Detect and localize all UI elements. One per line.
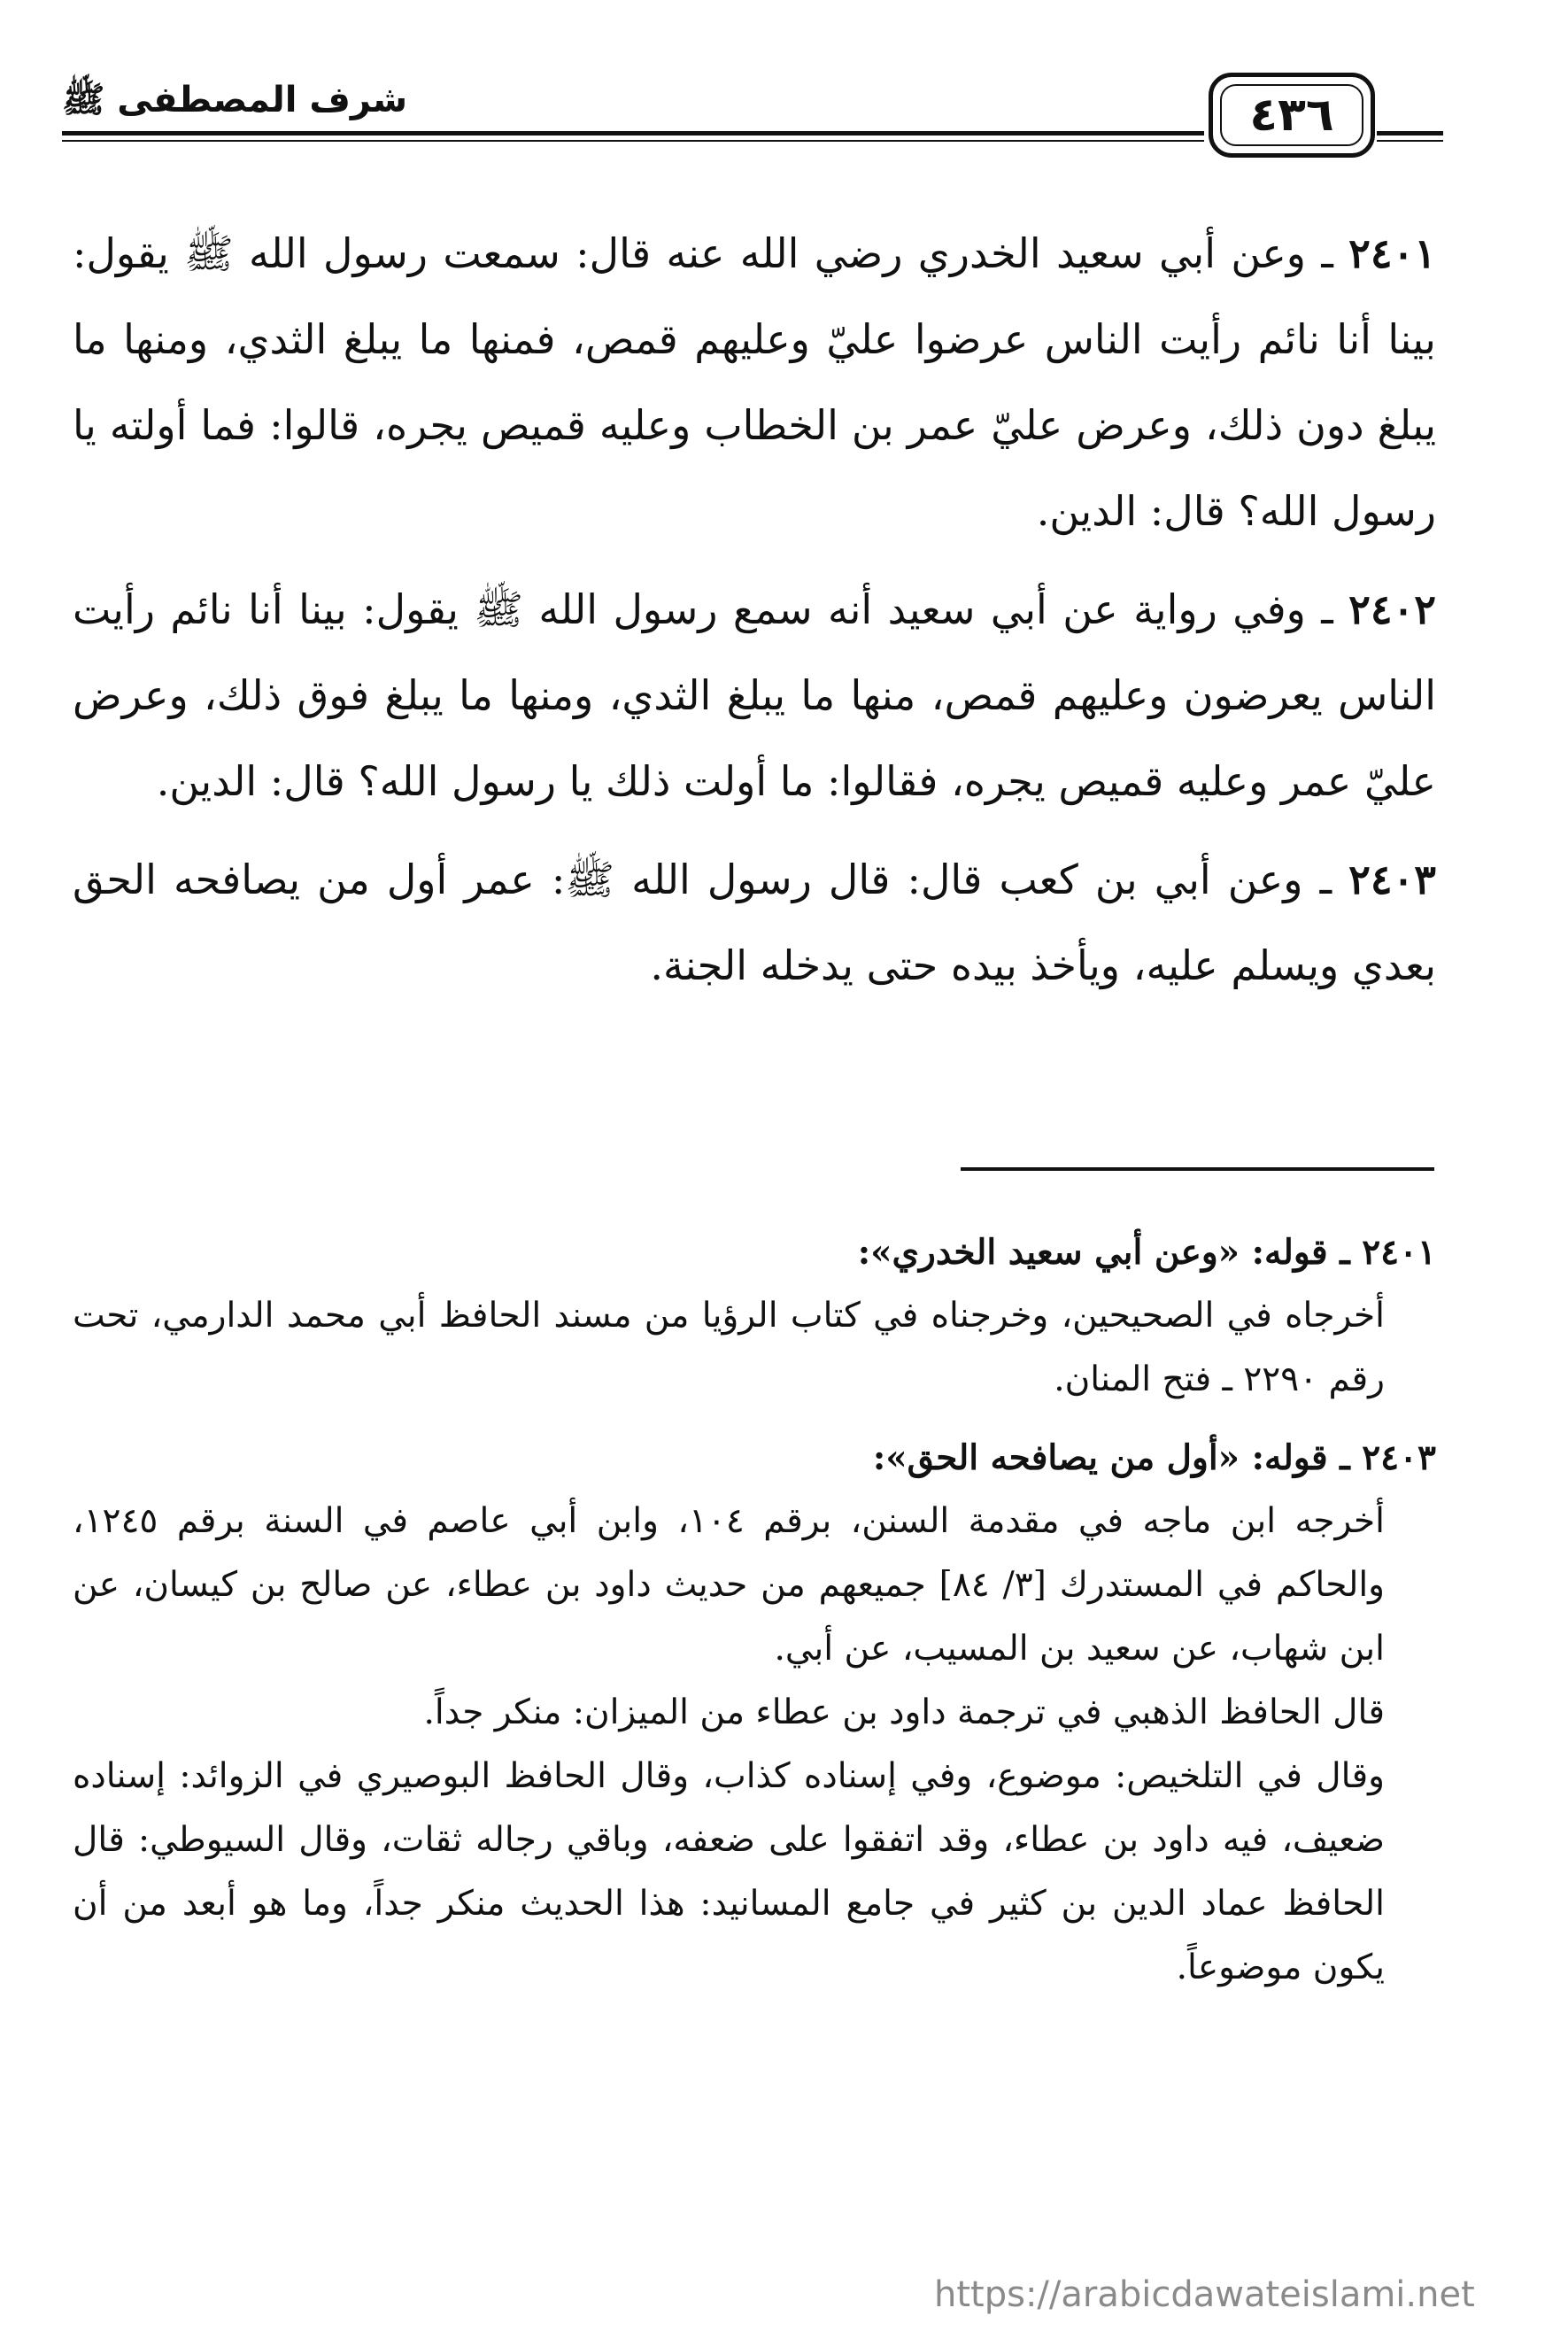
hadith-text: ـ وعن أبي سعيد الخدري رضي الله عنه قال: سمعت رسول الله ﷺ يقول: بينا أنا نائم رأيت الناس عرضوا عليّ وعليهم قمص، فمنها ما يبلغ الثدي، ومنها ما يبلغ دون ذلك، وعرض عليّ عمر بن الخطاب وعليه قميص يجره، قالوا: فما أولته يا رسول الله؟ قال: الدين.: [73, 229, 1436, 535]
footnote-heading: ٢٤٠٣ ـ قوله: «أول من يصافحه الحق»:: [872, 1437, 1436, 1478]
hadith-paragraph: [73, 837, 1436, 1009]
main-text: [73, 211, 1436, 1021]
page-number-frame: [1209, 73, 1375, 158]
footnote-body: [73, 1490, 1385, 2000]
footnotes: [73, 1220, 1436, 2014]
header-rule-right-thin: [1377, 140, 1443, 142]
hadith-paragraph: [73, 567, 1436, 825]
hadith-paragraph: [73, 211, 1436, 554]
hadith-number: ٢٤٠١: [1348, 229, 1436, 277]
hadith-text: ـ وعن أبي بن كعب قال: قال رسول الله ﷺ: عمر أول من يصافحه الحق بعدي ويسلم عليه، ويأخذ بيده حتى يدخله الجنة.: [73, 856, 1436, 989]
footnote-paragraph: وقال في التلخيص: موضوع، وفي إسناده كذاب، وقال الحافظ البوصيري في الزوائد: إسناده ضعيف، فيه داود بن عطاء، وقد اتفقوا على ضعفه، وباقي رجاله ثقات، وقال السيوطي: قال الحافظ عماد الدين بن كثير في جامع المسانيد: هذا الحديث منكر جداً، وما هو أبعد من أن يكون موضوعاً.: [73, 1756, 1385, 1987]
header-rule-thin: [62, 140, 1204, 142]
hadith-number: ٢٤٠٣: [1348, 856, 1436, 903]
footnote-paragraph: قال الحافظ الذهبي في ترجمة داود بن عطاء من الميزان: منكر جداً.: [423, 1692, 1385, 1732]
hadith-text: ـ وفي رواية عن أبي سعيد أنه سمع رسول الله ﷺ يقول: بينا أنا نائم رأيت الناس يعرضون وعليهم قمص، منها ما يبلغ الثدي، ومنها ما يبلغ فوق ذلك، وعرض عليّ عمر وعليه قميص يجره، فقالوا: ما أولت ذلك يا رسول الله؟ قال: الدين.: [73, 585, 1436, 805]
footnote-body: [73, 1284, 1385, 1412]
header-rule-right: [1377, 131, 1443, 136]
page-number: ٤٣٦: [1220, 84, 1363, 146]
footnote-paragraph: أخرجه ابن ماجه في مقدمة السنن، برقم ١٠٤، وابن أبي عاصم في السنة برقم ١٢٤٥، والحاكم في المستدرك [٣/ ٨٤] جميعهم من حديث داود بن عطاء، عن صالح بن كيسان، عن ابن شهاب، عن سعيد بن المسيب، عن أبي.: [73, 1501, 1385, 1669]
footnote-divider: [961, 1167, 1434, 1171]
running-head-title: شرف المصطفى ﷺ: [62, 80, 408, 120]
footnote-heading: ٢٤٠١ ـ قوله: «وعن أبي سعيد الخدري»:: [857, 1232, 1436, 1273]
hadith-number: ٢٤٠٢: [1348, 585, 1436, 633]
watermark-url: https://arabicdawateislami.net: [934, 2274, 1475, 2315]
header-rule: [62, 131, 1204, 136]
footnote-paragraph: أخرجاه في الصحيحين، وخرجناه في كتاب الرؤيا من مسند الحافظ أبي محمد الدارمي، تحت رقم ٢٢٩٠ ـ فتح المنان.: [73, 1296, 1385, 1399]
